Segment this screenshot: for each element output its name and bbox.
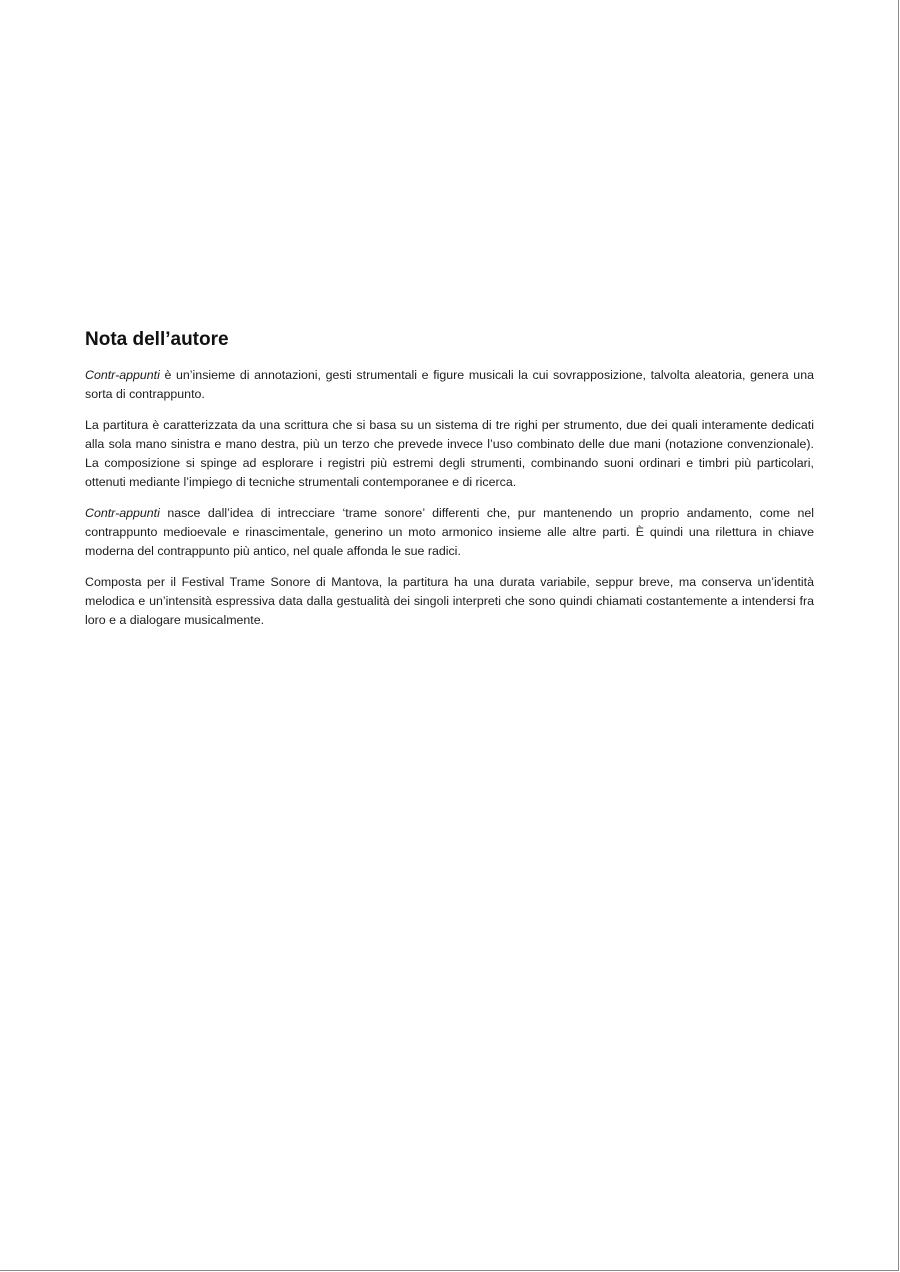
work-title-italic: Contr-appunti xyxy=(85,368,160,382)
paragraph-text: è un’insieme di annotazioni, gesti strumentali e figure musicali la cui sovrapposizione, talvolta aleatoria, genera una sorta di contrappunto. xyxy=(85,368,814,401)
document-body xyxy=(85,328,814,642)
paragraph-text: La partitura è caratterizzata da una scrittura che si basa su un sistema di tre righi per strumento, due dei quali interamente dedicati alla sola mano sinistra e mano destra, più un terzo che prevede invece l’uso combinato delle due mani (notazione convenzionale). La composizione si spinge ad esplorare i registri più estremi degli strumenti, combinando suoni ordinari e timbri più particolari, ottenuti mediante l’impiego di tecniche strumentali contemporanee e di ricerca. xyxy=(85,418,814,489)
paragraph-3 xyxy=(85,504,814,561)
paragraph-text: Composta per il Festival Trame Sonore di Mantova, la partitura ha una durata variabile, seppur breve, ma conserva un’identità melodica e un’intensità espressiva data dalla gestualità dei singoli interpreti che sono quindi chiamati costantemente a intendersi fra loro e a dialogare musicalmente. xyxy=(85,575,814,627)
work-title-italic: Contr-appunti xyxy=(85,506,160,520)
paragraph-1 xyxy=(85,366,814,404)
page-title: Nota dell’autore xyxy=(85,329,229,350)
paragraph-2 xyxy=(85,416,814,492)
paragraph-text: nasce dall’idea di intrecciare ‘trame sonore’ differenti che, pur mantenendo un proprio andamento, come nel contrappunto medioevale e rinascimentale, generino un moto armonico insieme alle altre parti. È quindi una rilettura in chiave moderna del contrappunto più antico, nel quale affonda le sue radici. xyxy=(85,506,814,558)
paragraph-4 xyxy=(85,573,814,630)
